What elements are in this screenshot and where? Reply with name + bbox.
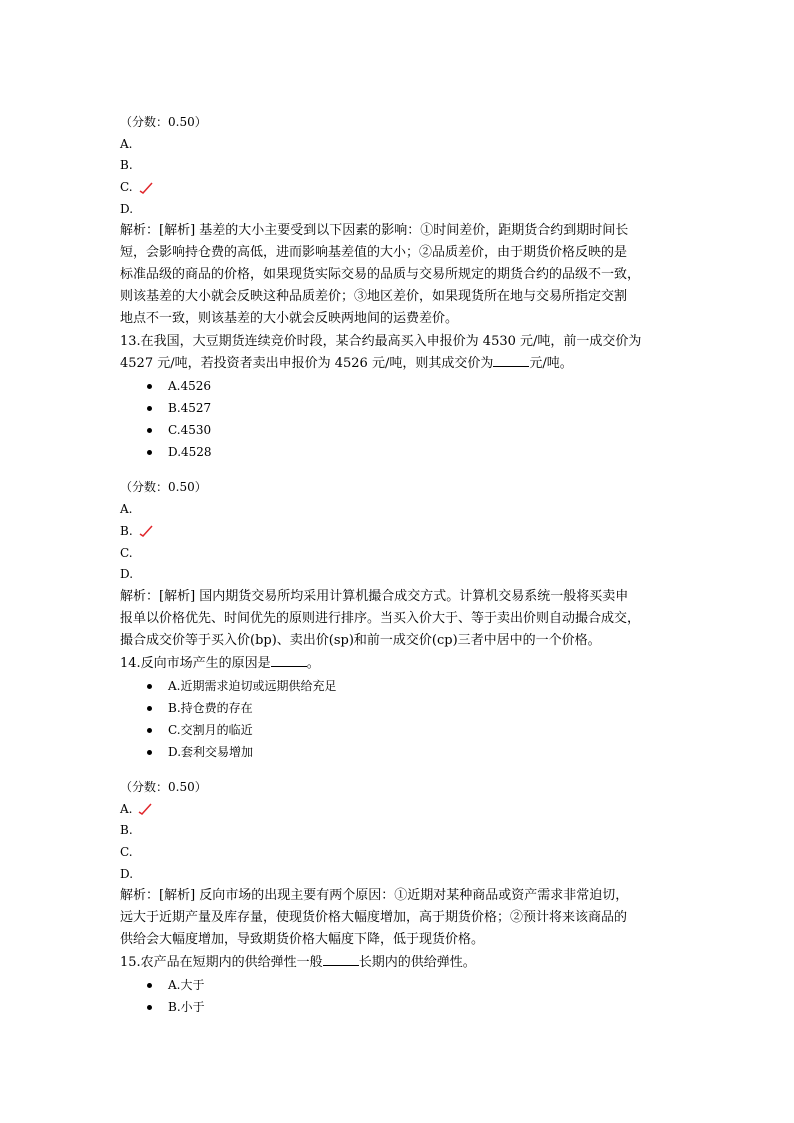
choice-item: B.持仓费的存在 [168,697,680,719]
option-d [120,564,680,586]
option-label: C. [120,545,133,560]
option-b [120,155,680,177]
analysis-line: 解析：[解析] 基差的大小主要受到以下因素的影响：①时间差价，距期货合约到期时间长 [120,223,629,239]
question-14 [120,653,680,777]
question-13 [120,331,680,477]
analysis-line: 短，会影响持仓费的高低，进而影响基差值的大小；②品质差价，由于期货价格反映的是 [120,245,628,261]
option-b [120,521,680,543]
option-label: A. [120,502,133,517]
analysis-line: 报单以价格优先、时间优先的原则进行排序。当买入价大于、等于卖出价则自动撮合成交， [120,610,641,626]
analysis-line: 解析：[解析] 反向市场的出现主要有两个原因：①近期对某种商品或资产需求非常迫切， [120,888,629,904]
answer-blank [493,354,529,367]
choice-list [120,375,680,463]
document-page [120,112,680,1018]
choice-item: A.大于 [168,974,680,996]
analysis-line: 地点不一致，则该基差的大小就会反映两地间的运费差价。 [120,311,459,327]
check-mark-icon [138,803,152,815]
answer-blank [271,654,307,667]
option-d [120,864,680,886]
question-line [120,353,680,375]
choice-item: B.4527 [168,397,680,419]
answer-blank [323,953,359,966]
choice-item: C.4530 [168,419,680,441]
option-label: C. [120,180,133,195]
analysis-text [120,586,680,652]
option-c [120,842,680,864]
option-label: A. [120,801,133,816]
question-text [120,653,680,675]
option-label: D. [120,866,134,881]
analysis-line: 标准品级的商品的价格，如果现货实际交易的品质与交易所规定的期货合约的品级不一致， [120,267,641,283]
check-mark-icon [139,525,153,537]
option-label: D. [120,567,134,582]
choice-item: A.近期需求迫切或远期供给充足 [168,675,680,697]
option-label: D. [120,201,134,216]
analysis-line: 撮合成交价等于买入价(bp)、卖出价(sp)和前一成交价(cp)三者中居中的一个价格。 [120,632,601,648]
question-text [120,952,680,974]
option-label: C. [120,844,133,859]
choice-list [120,675,680,763]
answer-block-14 [120,777,680,951]
question-text-part: 长期内的供给弹性。 [358,955,476,971]
question-text-part: 。 [306,655,320,671]
option-label: A. [120,136,133,151]
analysis-text [120,885,680,951]
option-a [120,499,680,521]
option-b [120,820,680,842]
question-text-part: 15.农产品在短期内的供给弹性一般 [120,955,323,971]
score-label: （分数：0.50） [120,779,207,794]
question-line: 13.在我国，大豆期货连续竞价时段，某合约最高买入申报价为 4530 元/吨，前一成交价为 [120,334,642,350]
question-text [120,331,680,375]
question-text-part: 元/吨。 [529,356,573,372]
question-text-part: 14.反向市场产生的原因是 [120,655,271,671]
choice-item: D.4528 [168,441,680,463]
answer-block-13 [120,477,680,651]
check-mark-icon [139,182,153,194]
analysis-line: 则该基差的大小就会反映这种品质差价；③地区差价，如果现货所在地与交易所指定交割 [120,289,628,305]
score-label: （分数：0.50） [120,115,207,129]
analysis-line: 解析：[解析] 国内期货交易所均采用计算机撮合成交方式。计算机交易系统一般将买卖申 [120,588,629,604]
analysis-line: 供给会大幅度增加，导致期货价格大幅度下降，低于现货价格。 [120,932,485,948]
analysis-text [120,220,680,330]
choice-item: A.4526 [168,375,680,397]
choice-item: C.交割月的临近 [168,719,680,741]
option-label: B. [120,523,133,538]
score-label: （分数：0.50） [120,480,207,495]
choice-item: B.小于 [168,996,680,1018]
option-label: B. [120,823,133,838]
option-c [120,177,680,199]
question-text-part: 4527 元/吨，若投资者卖出申报价为 4526 元/吨，则其成交价为 [120,356,494,372]
analysis-line: 远大于近期产量及库存量，使现货价格大幅度增加，高于期货价格；②预计将来该商品的 [120,910,628,926]
choice-list [120,974,680,1018]
option-a [120,799,680,821]
answer-block-12 [120,112,680,330]
choice-item: D.套利交易增加 [168,741,680,763]
option-d [120,199,680,221]
option-a [120,134,680,156]
question-15 [120,952,680,1018]
option-c [120,543,680,565]
option-label: B. [120,158,133,173]
